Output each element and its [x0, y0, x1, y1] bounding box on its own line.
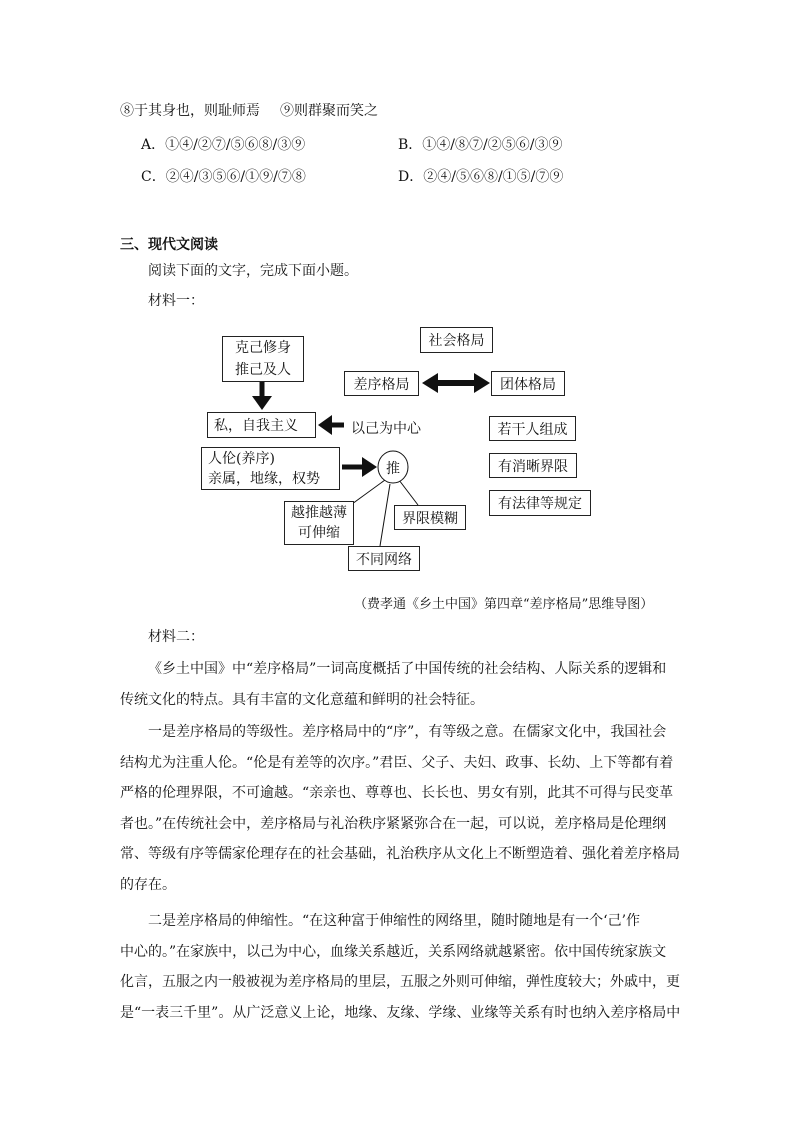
question-item-8: ⑧于其身也，则耻师焉 — [120, 103, 260, 119]
box-text: 有法律等规定 — [498, 496, 582, 512]
box-line: 克己修身 — [235, 340, 291, 356]
box-shehui-geju — [420, 327, 493, 353]
text-line: 常、等级有序等儒家伦理存在的社会基础，礼治秩序从文化上不断塑造着、强化着差序格局 — [120, 846, 680, 862]
text-line: 传统文化的特点。具有丰富的文化意蕴和鲜明的社会特征。 — [120, 691, 484, 708]
question-item-9: ⑨则群聚而笑之 — [280, 103, 378, 119]
text-line: 是“一表三千里”。从广泛意义上论，地缘、友缘、学缘、业缘等关系有时也纳入差序格局中 — [120, 1004, 681, 1021]
option-d[interactable]: D．②④/⑤⑥⑧/①⑤/⑦⑨ — [398, 169, 564, 185]
box-yuetui — [284, 501, 354, 545]
paragraph-3 — [120, 906, 681, 1028]
box-keji-xiushen — [222, 336, 304, 382]
box-falv-guiding — [489, 490, 591, 516]
box-text: 团体格局 — [500, 376, 556, 393]
box-ruogan-ren — [489, 416, 576, 441]
box-si-ziwo — [207, 412, 316, 438]
paragraph-2 — [120, 717, 680, 900]
text-line: 一是差序格局的等级性。差序格局中的“序”，有等级之意。在儒家文化中，我国社会 — [148, 724, 667, 740]
section-title: 三、现代文阅读 — [120, 237, 218, 253]
box-line: 越推越薄 — [291, 505, 347, 521]
box-jiexian-mohu — [394, 505, 466, 530]
center-label: 以己为中心 — [351, 421, 421, 437]
box-text: 若干人组成 — [497, 421, 568, 438]
text-line: 结构尤为注重人伦。“伦是有差等的次序。”君臣、父子、夫妇、政事、长幼、上下等都有着 — [120, 754, 674, 771]
text-line: 《乡土中国》中“差序格局”一词高度概括了中国传统的社会结构、人际关系的逻辑和 — [148, 661, 667, 677]
box-chaxu-geju — [344, 371, 419, 396]
box-line: 推己及人 — [235, 362, 291, 378]
option-c[interactable]: C．②④/③⑤⑥/①⑨/⑦⑧ — [141, 169, 306, 185]
box-text: 社会格局 — [428, 333, 485, 349]
option-a[interactable]: A．①④/②⑦/⑤⑥⑧/③⑨ — [141, 137, 306, 153]
tui-circle-label: 推 — [386, 461, 400, 477]
option-b[interactable]: B．①④/⑧⑦/②⑤⑥/③⑨ — [398, 137, 563, 153]
text-line: 中心的。”在家族中，以己为中心，血缘关系越近，关系网络就越紧密。依中国传统家族文 — [120, 943, 667, 960]
box-text: 界限模糊 — [402, 510, 458, 527]
box-jiexian-qingxi — [489, 453, 577, 478]
diagram-caption: （费孝通《乡土中国》第四章“差序格局”思维导图） — [354, 597, 654, 612]
text-line: 的存在。 — [120, 876, 176, 893]
box-tuanti-geju — [491, 371, 565, 396]
text-line: 者也。”在传统社会中，差序格局与礼治秩序紧紧弥合在一起，可以说，差序格局是伦理纲 — [120, 815, 667, 832]
material1-label: 材料一： — [148, 293, 204, 309]
text-line: 严格的伦理界限，不可逾越。“亲亲也、尊尊也、长长也、男女有别，此其不可得与民变革 — [120, 785, 674, 801]
box-butong-wangluo — [348, 546, 420, 571]
paragraph-1 — [120, 654, 676, 715]
box-text: 不同网络 — [356, 551, 412, 568]
box-text: 私，自我主义 — [214, 418, 298, 434]
box-text: 有消晰界限 — [498, 458, 568, 475]
instruction: 阅读下面的文字，完成下面小题。 — [148, 263, 358, 279]
box-renlun — [201, 447, 340, 490]
box-line: 亲属，地缘，权势 — [208, 470, 320, 487]
text-line: 二是差序格局的伸缩性。“在这种富于伸缩性的网络里，随时随地是有一个‘己’作 — [148, 913, 641, 929]
box-text: 差序格局 — [353, 376, 410, 393]
material2-label: 材料二： — [148, 629, 204, 645]
box-line: 可伸缩 — [298, 525, 340, 541]
box-line: 人伦(养序) — [208, 450, 275, 467]
text-line: 化言，五服之内一般被视为差序格局的里层，五服之外则可伸缩，弹性度较大；外戚中，更 — [120, 974, 680, 990]
